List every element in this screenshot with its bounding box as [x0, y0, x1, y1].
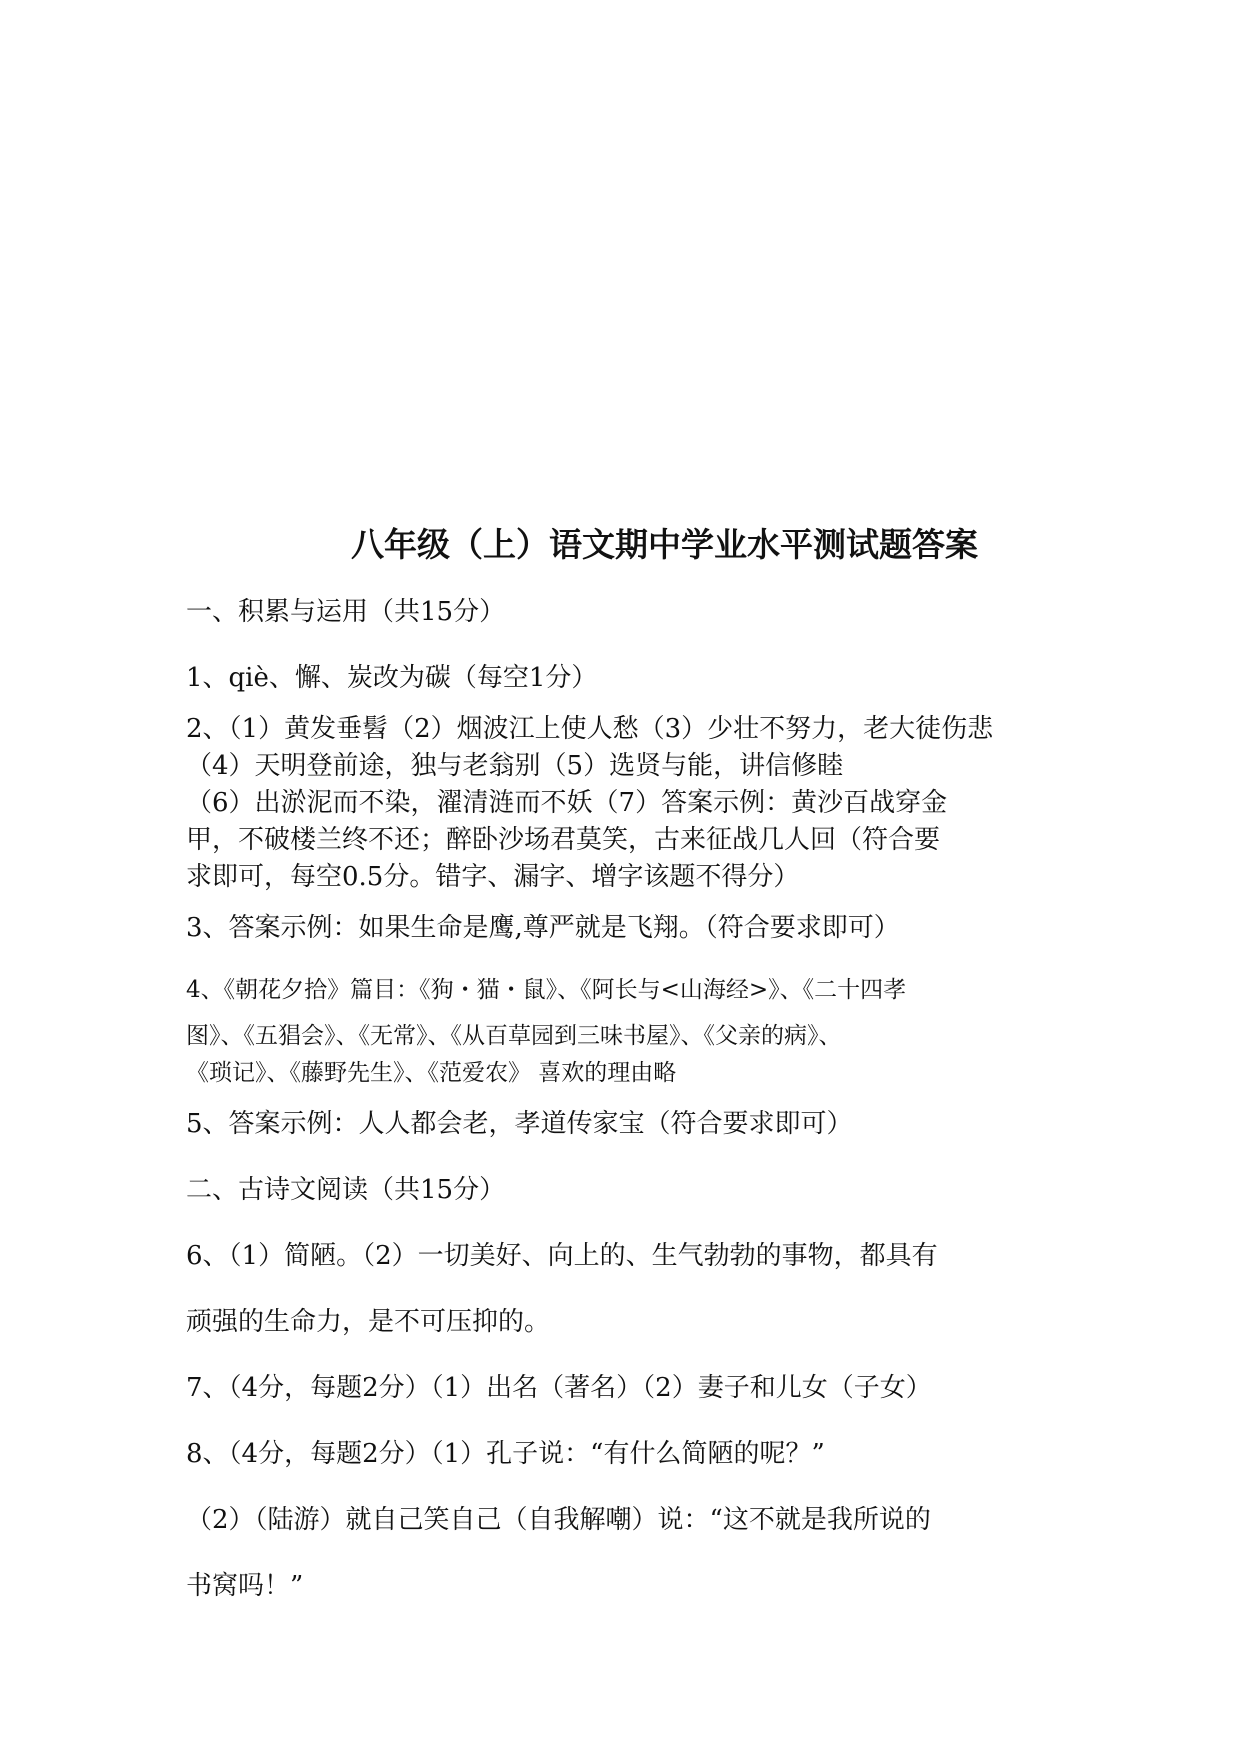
answer-line: 5、答案示例：人人都会老，孝道传家宝（符合要求即可） — [186, 1109, 853, 1139]
section-heading-1: 一、积累与运用（共15分） — [186, 597, 506, 627]
answer-line: 8、（4分，每题2分）（1）孔子说：“有什么简陋的呢？” — [186, 1439, 825, 1469]
answer-line: 《琐记》、《藤野先生》、《范爱农》 喜欢的理由略 — [186, 1060, 677, 1086]
answer-line: （2）（陆游）就自己笑自己（自我解嘲）说：“这不就是我所说的 — [186, 1505, 931, 1535]
answer-line: 图》、《五猖会》、《无常》、《从百草园到三味书屋》、《父亲的病》、 — [186, 1023, 842, 1049]
answer-line: 2、（1）黄发垂髫（2）烟波江上使人愁（3）少壮不努力，老大徒伤悲 — [186, 714, 994, 744]
answer-line: 顽强的生命力，是不可压抑的。 — [186, 1307, 551, 1337]
answer-line: 3、答案示例：如果生命是鹰,尊严就是飞翔。（符合要求即可） — [186, 913, 900, 943]
answer-line: （4）天明登前途，独与老翁别（5）选贤与能，讲信修睦 — [186, 751, 844, 781]
answer-line: 求即可，每空0.5分。错字、漏字、增字该题不得分） — [186, 862, 800, 892]
document-title: 八年级（上）语文期中学业水平测试题答案 — [351, 525, 978, 564]
answer-line: 书窝吗！” — [186, 1571, 304, 1601]
answer-line: 1、qiè、懈、炭改为碳（每空1分） — [186, 663, 598, 693]
answer-line: （6）出淤泥而不染，濯清涟而不妖（7）答案示例：黄沙百战穿金 — [186, 788, 948, 818]
answer-line: 7、（4分，每题2分）（1）出名（著名）（2）妻子和儿女（子女） — [186, 1373, 932, 1403]
answer-line: 甲，不破楼兰终不还；醉卧沙场君莫笑，古来征战几人回（符合要 — [186, 825, 941, 855]
section-heading-2: 二、古诗文阅读（共15分） — [186, 1175, 506, 1205]
answer-line: 4、《朝花夕拾》篇目：《狗・猫・鼠》、《阿长与<山海经>》、《二十四孝 — [186, 977, 907, 1003]
answer-line: 6、（1）简陋。（2）一切美好、向上的、生气勃勃的事物，都具有 — [186, 1241, 938, 1271]
